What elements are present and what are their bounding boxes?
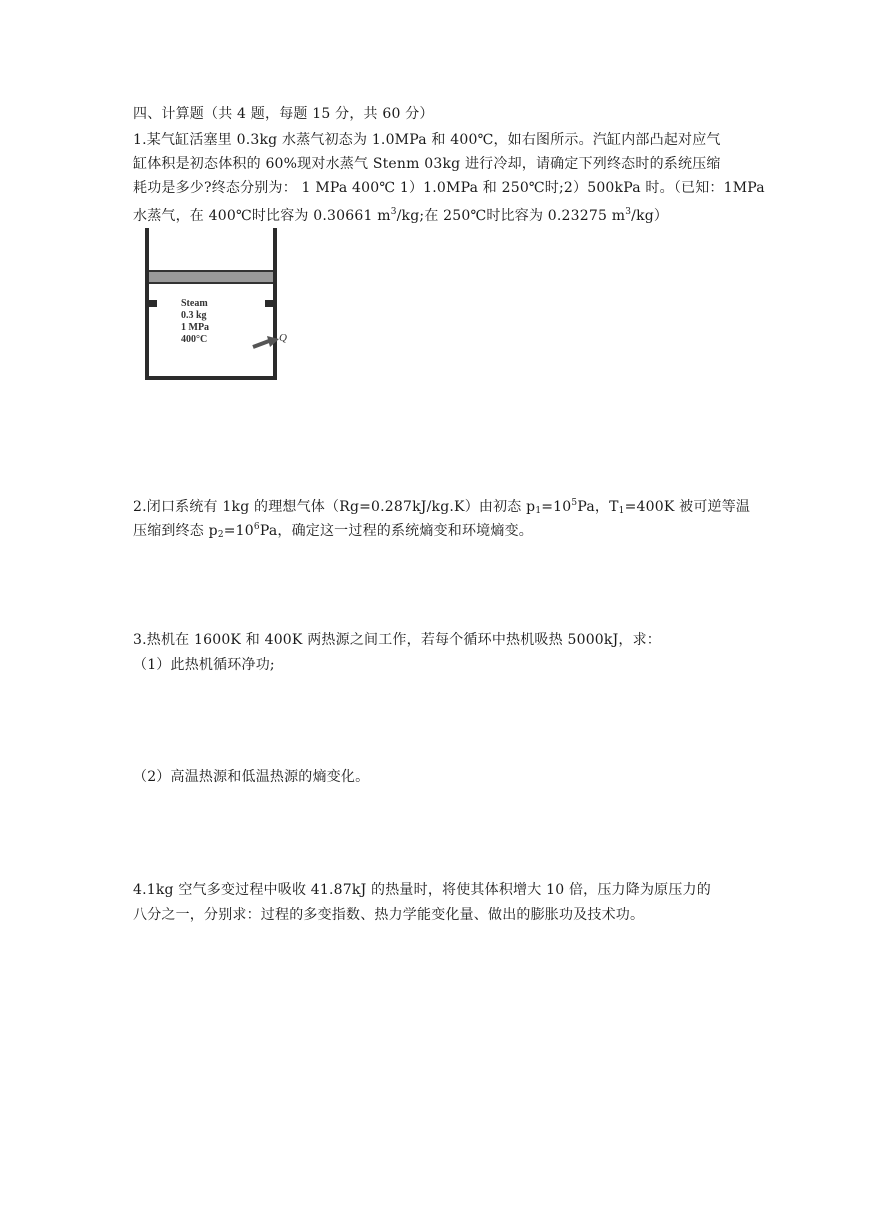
- unit-superscript: 3: [390, 207, 397, 217]
- steam-pressure: 1 MPa: [181, 322, 210, 333]
- section-title: 四、计算题（共 4 题，每题 15 分，共 60 分）: [133, 106, 434, 122]
- q3-part-1: （1）此热机循环净功;: [133, 657, 275, 673]
- superscript: 5: [571, 498, 578, 508]
- piston: [149, 270, 273, 284]
- q2-text-g: Pa，确定这一过程的系统熵变和环境熵变。: [259, 523, 533, 539]
- superscript: 6: [253, 522, 260, 532]
- q1-line-1: 1.某气缸活塞里 0.3kg 水蒸气初态为 1.0MPa 和 400℃，如右图所示。汽缸内部凸起对应气: [133, 132, 721, 148]
- cylinder-right-wall: [273, 228, 277, 380]
- cylinder-bottom: [145, 376, 277, 380]
- q2-text-f: =10: [223, 523, 254, 539]
- cylinder-stop-left: [149, 300, 157, 307]
- q1-line-4-part-a: 水蒸气，在 400℃时比容为 0.30661 m: [133, 208, 391, 224]
- q1-line-4-part-b: /kg;在 250℃时比容为 0.23275 m: [396, 208, 626, 224]
- q2-text-d: =400K 被可逆等温: [624, 499, 751, 515]
- q1-line-4: [133, 201, 668, 227]
- q1-line-3: 耗功是多少?终态分别为： 1 MPa 400℃ 1）1.0MPa 和 250℃时;2）500kPa 时。（已知：1MPa: [133, 180, 765, 196]
- q3-line-1: 3.热机在 1600K 和 400K 两热源之间工作，若每个循环中热机吸热 5000kJ，求：: [133, 632, 661, 648]
- subscript: 1: [618, 506, 625, 516]
- steam-temperature: 400°C: [181, 334, 208, 345]
- q1-line-4-part-c: /kg）: [631, 208, 669, 224]
- heat-arrow-icon: [251, 334, 281, 352]
- q4-line-2: 八分之一，分别求：过程的多变指数、热力学能变化量、做出的膨胀功及技术功。: [133, 907, 645, 923]
- q2-text-c: Pa，T: [577, 499, 619, 515]
- q2-line-2: [133, 516, 533, 546]
- unit-superscript: 3: [625, 207, 632, 217]
- steam-mass: 0.3 kg: [181, 310, 207, 321]
- q2-text-a: 2.闭口系统有 1kg 的理想气体（Rg=0.287kJ/kg.K）由初态 p: [133, 499, 536, 515]
- steam-label: Steam: [181, 298, 208, 309]
- q2-text-e: 压缩到终态 p: [133, 523, 218, 539]
- heat-symbol: Q: [279, 332, 287, 344]
- subscript: 1: [535, 506, 542, 516]
- q3-part-2: （2）高温热源和低温热源的熵变化。: [133, 769, 370, 785]
- q2-text-b: =10: [541, 499, 572, 515]
- piston-cylinder-figure: [133, 228, 288, 400]
- q1-line-2: 缸体积是初态体积的 60%现对水蒸气 Stenm 03kg 进行冷却，请确定下列终态时的系统压缩: [133, 156, 721, 172]
- q4-line-1: 4.1kg 空气多变过程中吸收 41.87kJ 的热量时，将使其体积增大 10 倍，压力降为原压力的: [133, 882, 711, 898]
- cylinder-stop-right: [265, 300, 273, 307]
- subscript: 2: [217, 530, 224, 540]
- steam-state-label: [181, 298, 209, 346]
